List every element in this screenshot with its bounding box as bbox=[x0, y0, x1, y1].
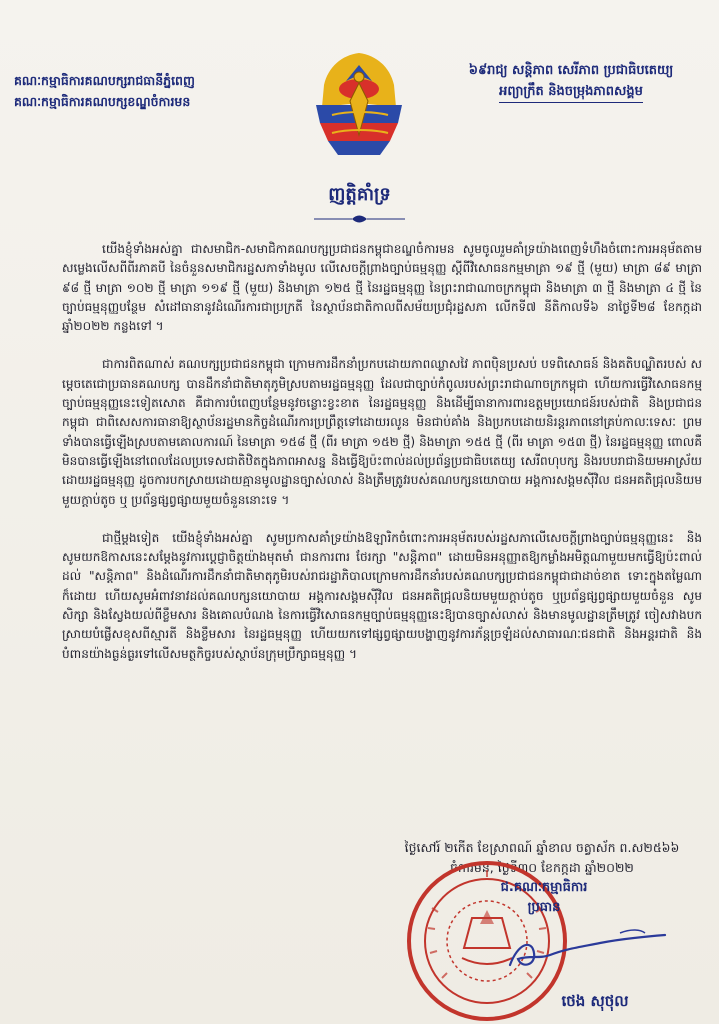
signer-name: ថេង សុថុល bbox=[561, 992, 629, 1010]
signature-block bbox=[444, 878, 644, 918]
handwritten-signature-icon bbox=[470, 925, 670, 985]
party-logo-icon bbox=[302, 45, 417, 165]
org-label: ជ.គណៈកម្មាធិការ bbox=[500, 880, 588, 895]
document-title: ញត្តិគាំទ្រ bbox=[328, 184, 391, 205]
left-header-line-1: គណៈកម្មាធិការគណបក្សរាជធានីភ្នំពេញ bbox=[14, 73, 195, 88]
paragraph-3: ជាថ្មីម្តងទៀត យើងខ្ញុំទាំងអស់គ្នា សូមប្រកាសគាំទ្រយ៉ាងឱឡារិកចំពោះការអនុម័តរបស់រដ្ឋសភាលើសេចក្តីព្រាងច្បាប់ធម្មនុញ្ញនេះ និងសូមយកឱកាសនេះសម្តែងនូវការប្តេជ្ញាចិត្តយ៉ាងមុតមាំ ជានការពារ ថែរក្សា "សន្តិភាព" ដោយមិនអនុញ្ញាតឱ្យកម្លាំងអមិត្តណាមួយមកធ្វើឱ្យប៉ះពាល់ដល់ "សន្តិភាព" និងដំណើរការដឹកនាំជាតិមាតុភូមិរបស់រាជរដ្ឋាភិបាលក្រោមការដឹកនាំរបស់គណបក្សប្រជាជនកម្ពុជាជាដាច់ខាត ទោះក្នុងតម្លៃណាក៏ដោយ ហើយសូមអំពាវនាវដល់គណបក្សនយោបាយ អង្គការសង្គមស៊ីវិល ជនអគតិជ្រុលនិយមមួយក្តាប់តូច ឬប្រព័ន្ធផ្សព្វផ្សាយមួយចំនួន សូមសិក្សា និងស្វែងយល់ពីខ្លឹមសារ និងគោលបំណង នៃការធ្វើវិសោធនកម្មច្បាប់ធម្មនុញ្ញនេះឱ្យបានច្បាស់លាស់ និងមានមូលដ្ឋានត្រឹមត្រូវ ចៀសវាងបកស្រាយបំផ្លើសខុសពីស្មារតី និងខ្លឹមសារ នៃរដ្ឋធម្មនុញ្ញ ហើយយកទៅផ្សព្វផ្សាយបង្ហាញនូវការភ័ន្តច្រឡំដល់សាធារណៈជនជាតិ និងអន្តរជាតិ និងបំពានយ៉ាងធ្ងន់ធ្ងរទៅលើសមត្ថកិច្ចរបស់ស្ថាប័នក្រុមប្រឹក្សាធម្មនុញ្ញ ។ bbox=[62, 530, 702, 661]
signer-role: ប្រធាន bbox=[527, 900, 561, 915]
right-header-line-2: អព្យាក្រឹត និងចម្រុងភាពសង្គម bbox=[499, 81, 643, 103]
paragraph-2: ជាការពិតណាស់ គណបក្សប្រជាជនកម្ពុជា ក្រោមការដឹកនាំប្រកបដោយភាពឈ្លាសវៃ ភាពប៉ិនប្រសប់ បទពិសោធន៍ និងគតិបណ្ឌិតរបស់ សម្តេចតេជោប្រធានគណបក្ស បានដឹកនាំជាតិមាតុភូមិស្របតាមរដ្ឋធម្មនុញ្ញ ដែលជាច្បាប់កំពូលរបស់ព្រះរាជាណាចក្រកម្ពុជា ហើយការធ្វើវិសោធនកម្មច្បាប់ធម្មនុញ្ញនេះទៀតសោត គឺជាការបំពេញបន្ថែមនូវចន្លោះខ្វះខាត នៃរដ្ឋធម្មនុញ្ញ និងដើម្បីធានាការពារឧត្តមប្រយោជន៍របស់ជាតិ និងប្រជាជនកម្ពុជា ជាពិសេសការធានាឱ្យស្ថាប័នរដ្ឋមានកិច្ចដំណើរការប្រព្រឹត្តទៅដោយរលូន មិនជាប់គាំង និងប្រកបដោយនិរន្តរភាពនៅគ្រប់កាលៈទេសៈ ព្រមទាំងបានធ្វើឡើងស្របតាមគោលការណ៍ នៃមាត្រា ១៥៨ ថ្មី (ពីរ មាត្រា ១៥២ ថ្មី) និងមាត្រា ១៥៥ ថ្មី (ពីរ មាត្រា ១៥៣ ថ្មី) នៃរដ្ឋធម្មនុញ្ញ ពោលគឺ មិនបានធ្វើឡើងនៅពេលដែលប្រទេសជាតិឋិតក្នុងភាពអាសន្ន និងធ្វើឱ្យប៉ះពាល់ដល់ប្រព័ន្ធប្រជាធិបតេយ្យ សេរីពហុបក្ស និងរបបរាជានិយមអាស្រ័យដោយរដ្ឋធម្មនុញ្ញ ដូចការបកស្រាយដោយគ្មានមូលដ្ឋានច្បាស់លាស់ និងត្រឹមត្រូវរបស់គណបក្សនយោបាយ អង្គការសង្គមស៊ីវិល ជនអគតិជ្រុលនិយមមួយក្តាប់តូច ឬ ប្រព័ន្ធផ្សព្វផ្សាយមួយចំនួននោះទេ ។ bbox=[62, 357, 702, 507]
date-lunar: ថ្ងៃសៅរ៍ ២កើត ខែស្រាពណ៍ ឆ្នាំខាល ចត្វាស័ក ព.ស២៥៦៦ bbox=[404, 840, 680, 855]
date-solar: ចំការមន, ថ្ងៃទី៣០ ខែកក្កដា ឆ្នាំ២០២២ bbox=[450, 860, 634, 875]
document-body bbox=[62, 240, 702, 683]
title-ornament-icon bbox=[312, 212, 407, 226]
left-header-line-2: គណៈកម្មាធិការគណបក្សខណ្ឌចំការមន bbox=[14, 94, 191, 109]
right-header-line-1: ៦៩រាជ្យ សន្តិភាព សេរីភាព ប្រជាធិបតេយ្យ bbox=[468, 63, 674, 78]
paragraph-1: យើងខ្ញុំទាំងអស់គ្នា ជាសមាជិក-សមាជិកាគណបក្សប្រជាជនកម្ពុជាខណ្ឌចំការមន សូមចូលរួមគាំទ្រយ៉ាងពេញទំហឹងចំពោះការអនុម័តតាមសម្លេងលើសពីពីរភាគបី នៃចំនួនសមាជិករដ្ឋសភាទាំងមូល លើសេចក្តីព្រាងច្បាប់ធម្មនុញ្ញ ស្តីពីវិសោធនកម្មមាត្រា ១៩ ថ្មី (មួយ) មាត្រា ៨៩ មាត្រា ៩៨ ថ្មី មាត្រា ១០២ ថ្មី មាត្រា ១១៩ ថ្មី (មួយ) និងមាត្រា ១២៥ ថ្មី នៃរដ្ឋធម្មនុញ្ញ នៃព្រះរាជាណាចក្រកម្ពុជា និងមាត្រា ៣ ថ្មី និងមាត្រា ៤ ថ្មី នៃច្បាប់ធម្មនុញ្ញបន្ថែម សំដៅធានានូវដំណើរការជាប្រក្រតី នៃស្ថាប័នជាតិកាលពីសម័យប្រជុំរដ្ឋសភា លើកទី៧ នីតិកាលទី៦ នាថ្ងៃទី២៨ ខែកក្កដា ឆ្នាំ២០២២ កន្លងទៅ ។ bbox=[62, 242, 702, 334]
right-header bbox=[432, 60, 710, 103]
left-header bbox=[14, 70, 310, 112]
